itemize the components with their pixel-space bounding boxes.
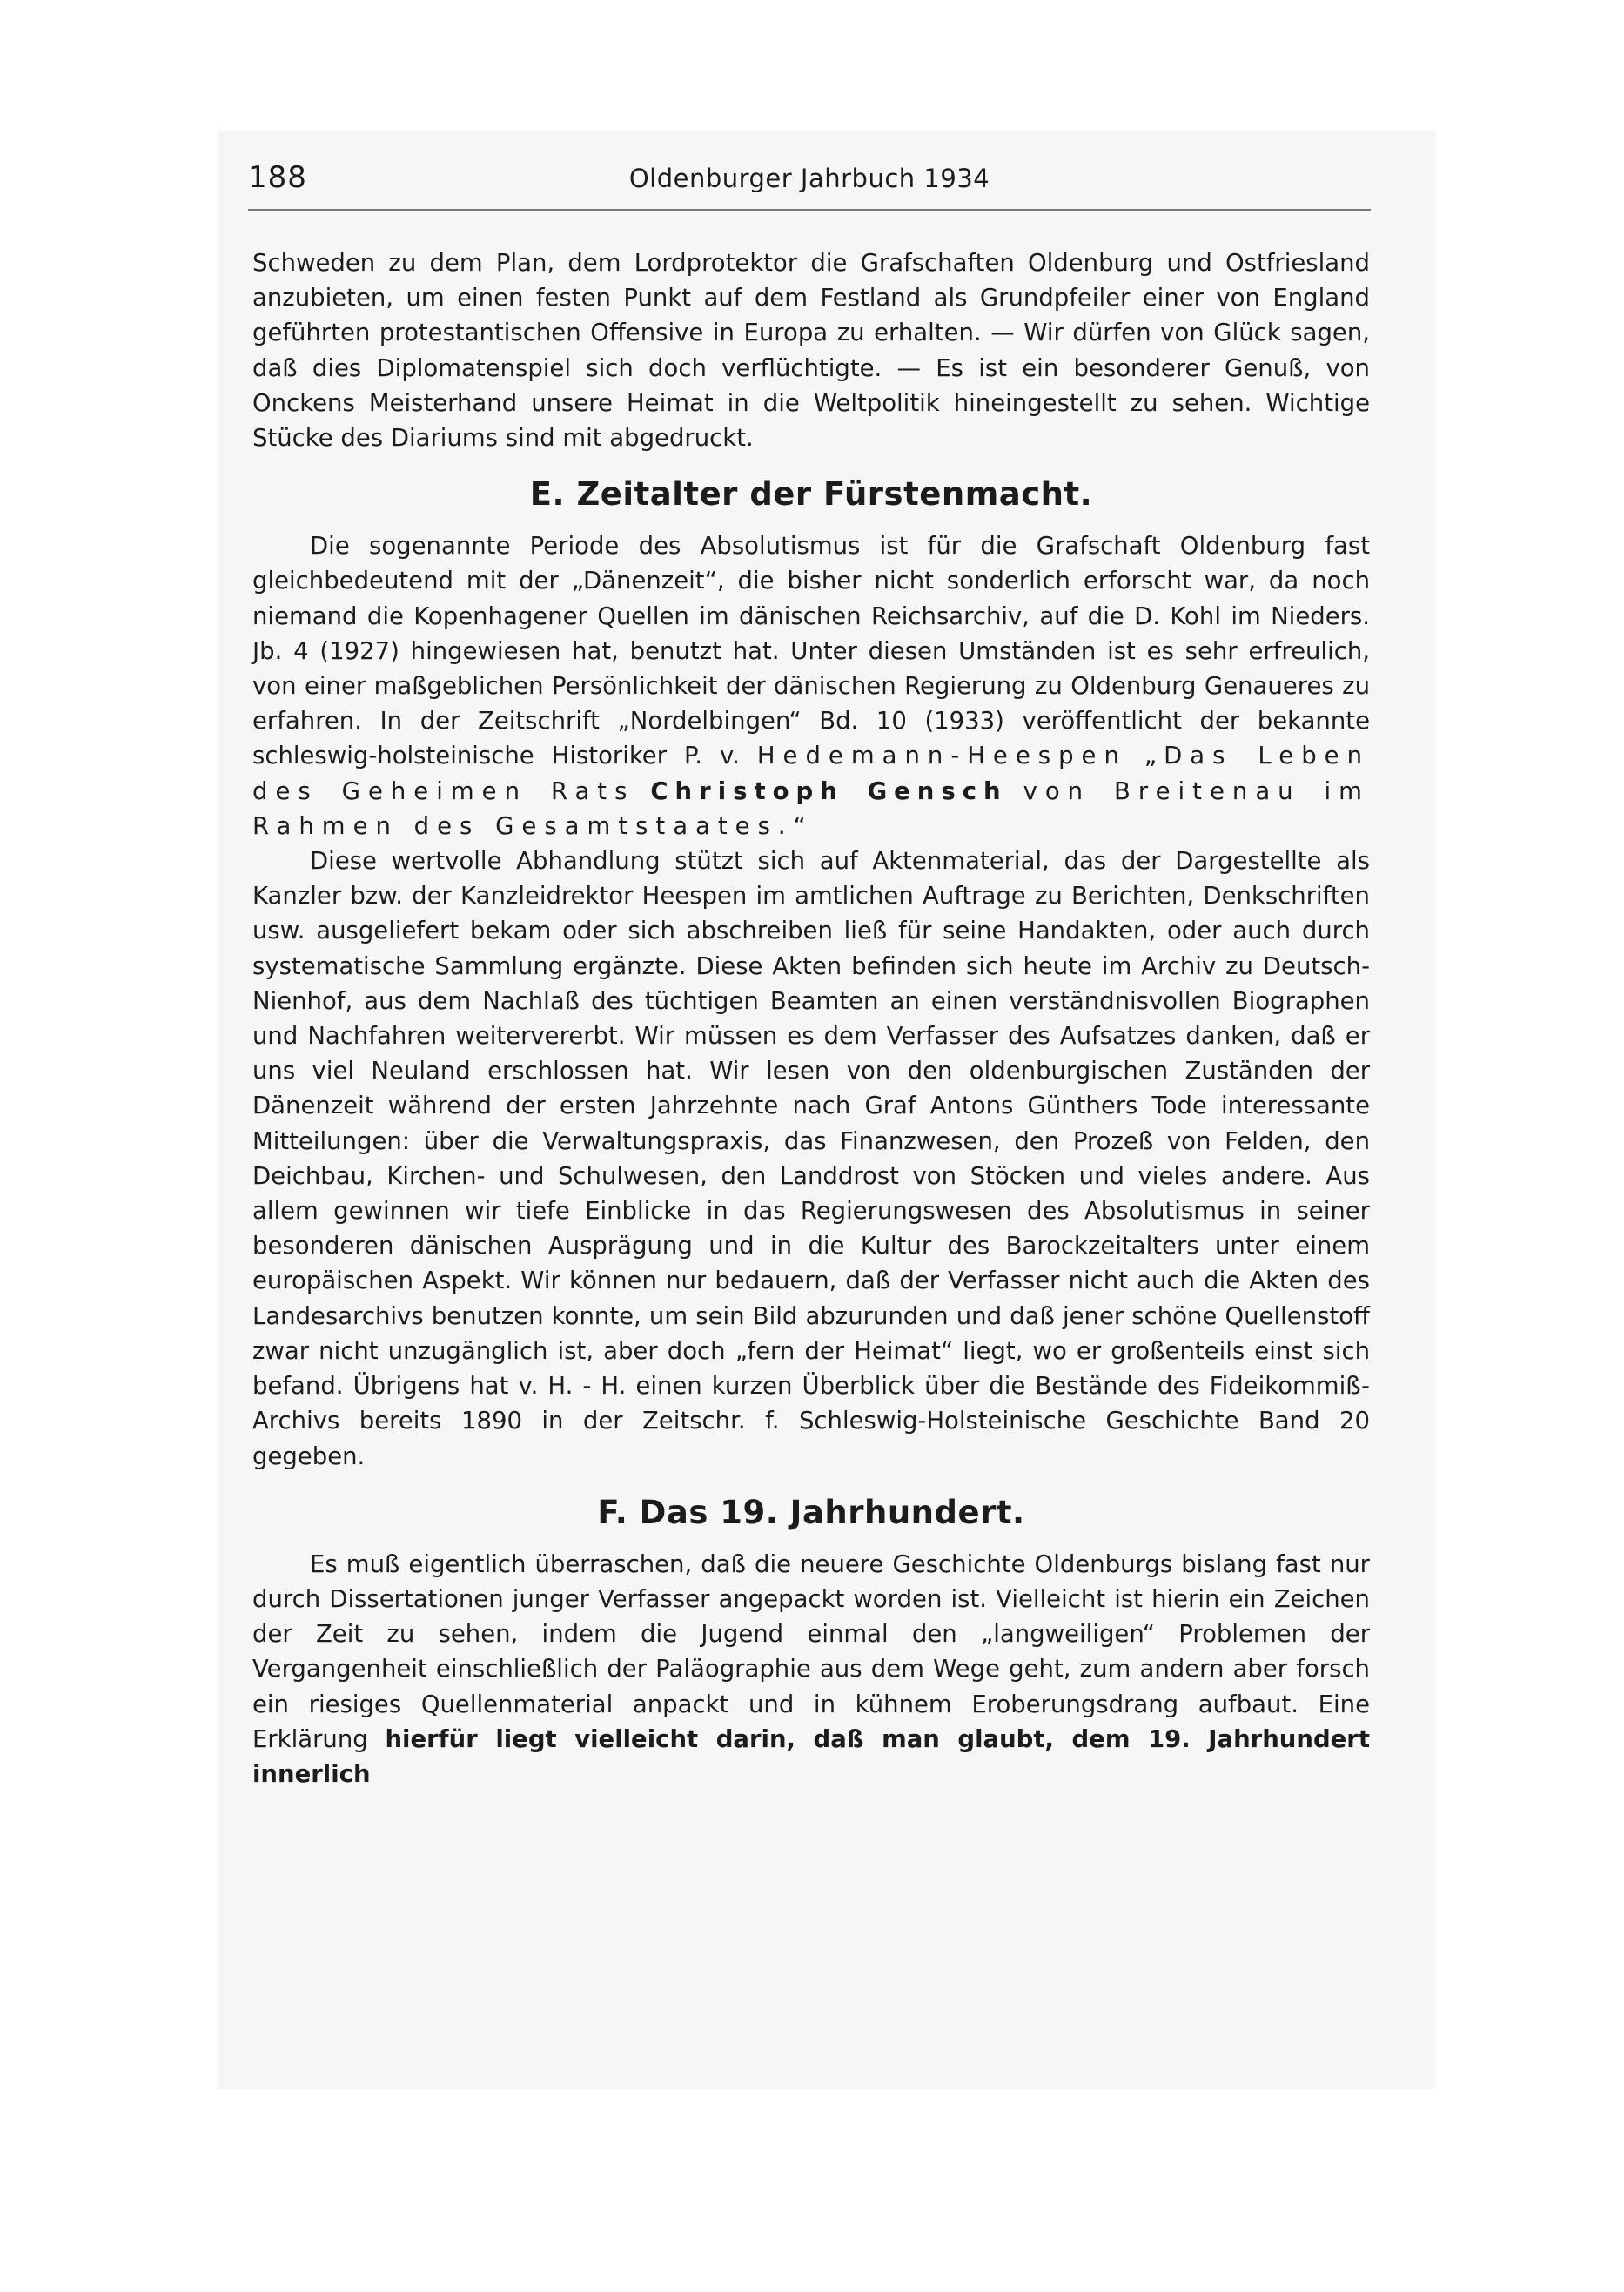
page-number: 188: [248, 160, 307, 195]
article-title-end: von Breitenau im Rahmen des Gesamtstaates.“: [252, 776, 1370, 840]
section-heading-f: F. Das 19. Jahrhundert.: [597, 1493, 1025, 1531]
document-body: [252, 245, 1370, 1791]
intro-paragraph: Schweden zu dem Plan, dem Lordprotektor die Grafschaften Oldenburg und Ostfriesland anzubieten, um einen festen Punkt auf dem Festland als Grundpfeiler einer von England geführten protestantischen Offensive in Europa zu erhalten. — Wir dürfen von Glück sagen, daß dies Diplomatenspiel sich doch verflüchtigte. — Es ist ein besonderer Genuß, von Onckens Meisterhand unsere Heimat in die Weltpolitik hineingestellt zu sehen. Wichtige Stücke des Diariums sind mit abgedruckt.: [252, 249, 1370, 453]
section-e-paragraph-2: Diese wertvolle Abhandlung stützt sich auf Aktenmaterial, das der Dargestellte als Kanzler bzw. der Kanzleidrektor Heespen im amtlichen Auftrage zu Berichten, Denkschriften usw. ausgeliefert bekam oder sich abschreiben ließ für seine Handakten, oder auch durch systematische Sammlung ergänzte. Diese Akten befinden sich heute im Archiv zu Deutsch-Nienhof, aus dem Nachlaß des tüchtigen Beamten an einen verständnisvollen Biographen und Nachfahren weitervererbt. Wir müssen es dem Verfasser des Aufsatzes danken, daß er uns viel Neuland erschlossen hat. Wir lesen von den oldenburgischen Zuständen der Dänenzeit während der ersten Jahrzehnte nach Graf Antons Günthers Tode interessante Mitteilungen: über die Verwaltungspraxis, das Finanzwesen, den Prozeß von Felden, den Deichbau, Kirchen- und Schulwesen, den Landdrost von Stöcken und vieles andere. Aus allem gewinnen wir tiefe Einblicke in das Regierungswesen des Absolutismus in seiner besonderen dänischen Ausprägung und in die Kultur des Barockzeitalters unter einem europäischen Aspekt. Wir können nur bedauern, daß der Verfasser nicht auch die Akten des Landesarchivs benutzen konnte, um sein Bild abzurunden und daß jener schöne Quellenstoff zwar nicht unzugänglich ist, aber doch „fern der Heimat“ liegt, wo er großenteils einst sich befand. Übrigens hat v. H. - H. einen kurzen Überblick über die Bestände des Fideikommiß-Archivs bereits 1890 in der Zeitschr. f. Schleswig-Holsteinische Geschichte Band 20 gegeben.: [252, 847, 1370, 1470]
section-f-p1-bold-end: hierfür liegt vielleicht darin, daß man glaubt, dem 19. Jahrhundert innerlich: [252, 1724, 1370, 1788]
article-title-start: „Das Leben des Geheimen Rats: [252, 742, 1370, 805]
article-title-person: Christoph Gensch: [650, 776, 1008, 805]
section-heading-e: E. Zeitalter der Fürstenmacht.: [529, 475, 1093, 514]
section-f-paragraph-1: [252, 1547, 1370, 1791]
journal-title: Oldenburger Jahrbuch 1934: [628, 164, 990, 193]
section-f-p1-text: Es muß eigentlich überraschen, daß die neuere Geschichte Oldenburgs bislang fast nur durch Dissertationen junger Verfasser angepackt worden ist. Vielleicht ist hierin ein Zeichen der Zeit zu sehen, indem die Jugend einmal den „langweiligen“ Problemen der Vergangenheit einschließlich der Paläographie aus dem Wege geht, zum andern aber forsch ein riesiges Quellenmaterial anpackt und in kühnem Eroberungsdrang aufbaut. Eine Erklärung: [252, 1549, 1370, 1753]
running-head: [248, 157, 1371, 211]
section-e-paragraph-1: [252, 528, 1370, 844]
section-e-p1-text: Die sogenannte Periode des Absolutismus ist für die Grafschaft Oldenburg fast gleichbedeutend mit der „Dänenzeit“, die bisher nicht sonderlich erforscht war, da noch niemand die Kopenhagener Quellen im dänischen Reichsarchiv, auf die D. Kohl im Nieders. Jb. 4 (1927) hingewiesen hat, benutzt hat. Unter diesen Umständen ist es sehr erfreulich, von einer maßgeblichen Persönlichkeit der dänischen Regierung zu Oldenburg Genaueres zu erfahren. In der Zeitschrift „Nordelbingen“ Bd. 10 (1933) veröffentlicht der bekannte schleswig-holsteinische Historiker P. v.: [252, 532, 1370, 770]
author-name-spaced: Hedemann-Heespen: [756, 742, 1127, 770]
